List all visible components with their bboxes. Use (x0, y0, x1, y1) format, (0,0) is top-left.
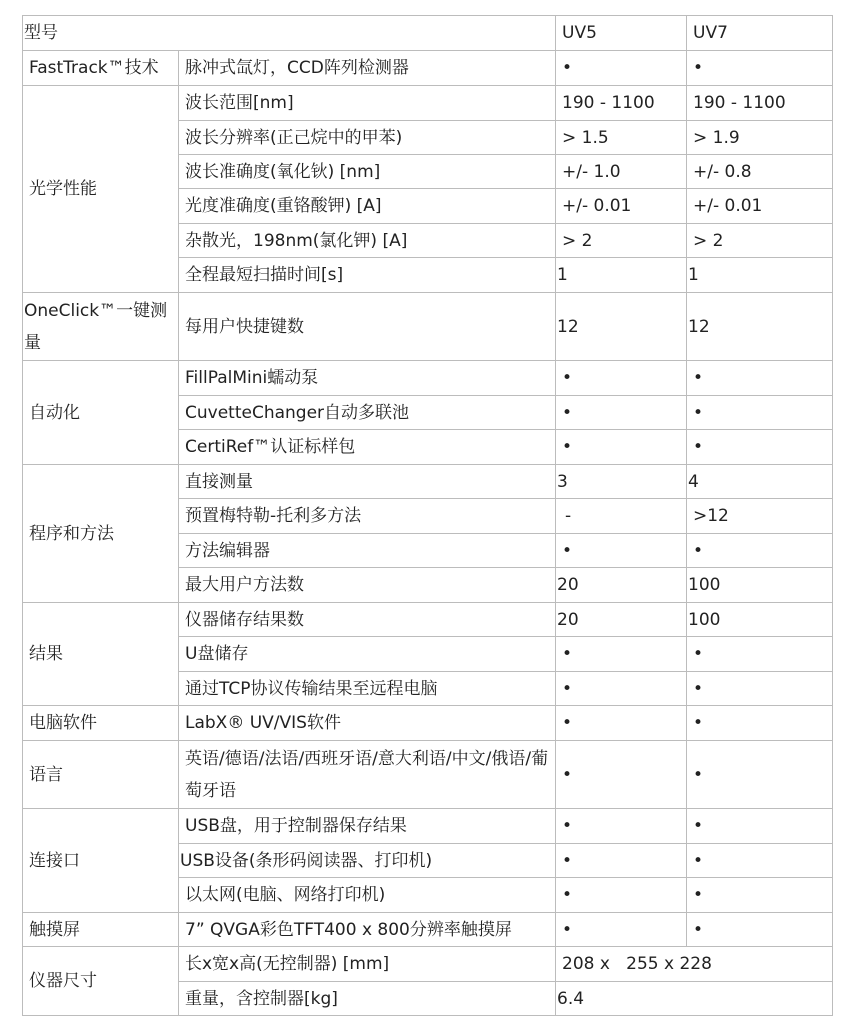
uv7-value: • (687, 534, 833, 568)
uv5-value: 20 (556, 568, 687, 603)
table-row (23, 603, 833, 637)
uv7-value: 100 (687, 603, 833, 637)
uv7-value: • (687, 878, 833, 913)
model-uv7-header: UV7 (687, 16, 833, 51)
uv5-value: - (556, 499, 687, 534)
uv5-value: • (556, 809, 687, 844)
uv5-value: • (556, 706, 687, 741)
group-label: OneClick™一键测量 (23, 293, 179, 361)
uv5-value: 12 (556, 293, 687, 361)
uv5-value: • (556, 672, 687, 706)
feature-label: 波长范围[nm] (179, 86, 556, 121)
feature-label: 预置梅特勒-托利多方法 (179, 499, 556, 534)
uv5-value: +/- 0.01 (556, 189, 687, 224)
table-row (23, 741, 833, 809)
table-row (23, 361, 833, 396)
uv5-value: 190 - 1100 (556, 86, 687, 121)
feature-label: CuvetteChanger自动多联池 (179, 396, 556, 430)
group-label: FastTrack™技术 (23, 51, 179, 86)
feature-label: 英语/德语/法语/西班牙语/意大利语/中文/俄语/葡萄牙语 (179, 741, 556, 809)
uv7-value: • (687, 844, 833, 878)
weight-value: 6.4 (556, 982, 833, 1016)
feature-label: 仪器储存结果数 (179, 603, 556, 637)
feature-label: 通过TCP协议传输结果至远程电脑 (179, 672, 556, 706)
uv7-value: • (687, 430, 833, 465)
uv7-value: 100 (687, 568, 833, 603)
uv5-value: +/- 1.0 (556, 155, 687, 189)
group-label: 结果 (23, 603, 179, 706)
uv7-value: > 1.9 (687, 121, 833, 155)
uv7-value: • (687, 637, 833, 672)
table-row (23, 947, 833, 982)
uv5-value: 3 (556, 465, 687, 499)
uv7-value: 1 (687, 258, 833, 293)
feature-label: FillPalMini蠕动泵 (179, 361, 556, 396)
uv7-value: 12 (687, 293, 833, 361)
feature-label: LabX® UV/VIS软件 (179, 706, 556, 741)
feature-label: USB设备(条形码阅读器、打印机) (179, 844, 556, 878)
table-row (23, 913, 833, 947)
dimensions-value: 208 x 255 x 228 (556, 947, 833, 982)
feature-label: 以太网(电脑、网络打印机) (179, 878, 556, 913)
uv7-value: > 2 (687, 224, 833, 258)
uv5-value: • (556, 637, 687, 672)
uv7-value: +/- 0.01 (687, 189, 833, 224)
spec-table (22, 15, 833, 1016)
header-row (23, 16, 833, 51)
feature-label: 长x宽x高(无控制器) [mm] (179, 947, 556, 982)
uv5-value: • (556, 844, 687, 878)
table-row (23, 809, 833, 844)
uv7-value: • (687, 706, 833, 741)
group-label: 自动化 (23, 361, 179, 465)
uv5-value: • (556, 534, 687, 568)
uv5-value: > 2 (556, 224, 687, 258)
feature-label: 最大用户方法数 (179, 568, 556, 603)
group-label: 语言 (23, 741, 179, 809)
table-row (23, 465, 833, 499)
feature-label: 7” QVGA彩色TFT400 x 800分辨率触摸屏 (179, 913, 556, 947)
feature-label: CertiRef™认证标样包 (179, 430, 556, 465)
uv7-value: +/- 0.8 (687, 155, 833, 189)
feature-label: 每用户快捷键数 (179, 293, 556, 361)
uv7-value: • (687, 672, 833, 706)
feature-label: 脉冲式氙灯，CCD阵列检测器 (179, 51, 556, 86)
table-row (23, 293, 833, 361)
table-row (23, 706, 833, 741)
table-row (23, 51, 833, 86)
uv7-value: • (687, 913, 833, 947)
feature-label: 方法编辑器 (179, 534, 556, 568)
uv7-value: 4 (687, 465, 833, 499)
feature-label: 杂散光，198nm(氯化钾) [A] (179, 224, 556, 258)
feature-label: USB盘，用于控制器保存结果 (179, 809, 556, 844)
feature-label: 光度准确度(重铬酸钾) [A] (179, 189, 556, 224)
group-label: 程序和方法 (23, 465, 179, 603)
uv7-value: • (687, 361, 833, 396)
group-label: 光学性能 (23, 86, 179, 293)
group-label: 触摸屏 (23, 913, 179, 947)
uv7-value: >12 (687, 499, 833, 534)
uv5-value: • (556, 51, 687, 86)
uv5-value: • (556, 396, 687, 430)
uv5-value: • (556, 913, 687, 947)
feature-label: 波长分辨率(正己烷中的甲苯) (179, 121, 556, 155)
model-uv5-header: UV5 (556, 16, 687, 51)
uv5-value: • (556, 878, 687, 913)
uv5-value: • (556, 361, 687, 396)
uv7-value: • (687, 51, 833, 86)
uv7-value: • (687, 809, 833, 844)
uv7-value: 190 - 1100 (687, 86, 833, 121)
uv5-value: > 1.5 (556, 121, 687, 155)
feature-label: U盘储存 (179, 637, 556, 672)
group-label: 电脑软件 (23, 706, 179, 741)
feature-label: 波长准确度(氧化钬) [nm] (179, 155, 556, 189)
uv7-value: • (687, 396, 833, 430)
model-header: 型号 (23, 16, 556, 51)
uv5-value: 20 (556, 603, 687, 637)
table-row (23, 86, 833, 121)
group-label: 连接口 (23, 809, 179, 913)
feature-label: 全程最短扫描时间[s] (179, 258, 556, 293)
uv5-value: • (556, 430, 687, 465)
uv7-value: • (687, 741, 833, 809)
uv5-value: 1 (556, 258, 687, 293)
feature-label: 直接测量 (179, 465, 556, 499)
feature-label: 重量，含控制器[kg] (179, 982, 556, 1016)
group-label: 仪器尺寸 (23, 947, 179, 1016)
uv5-value: • (556, 741, 687, 809)
